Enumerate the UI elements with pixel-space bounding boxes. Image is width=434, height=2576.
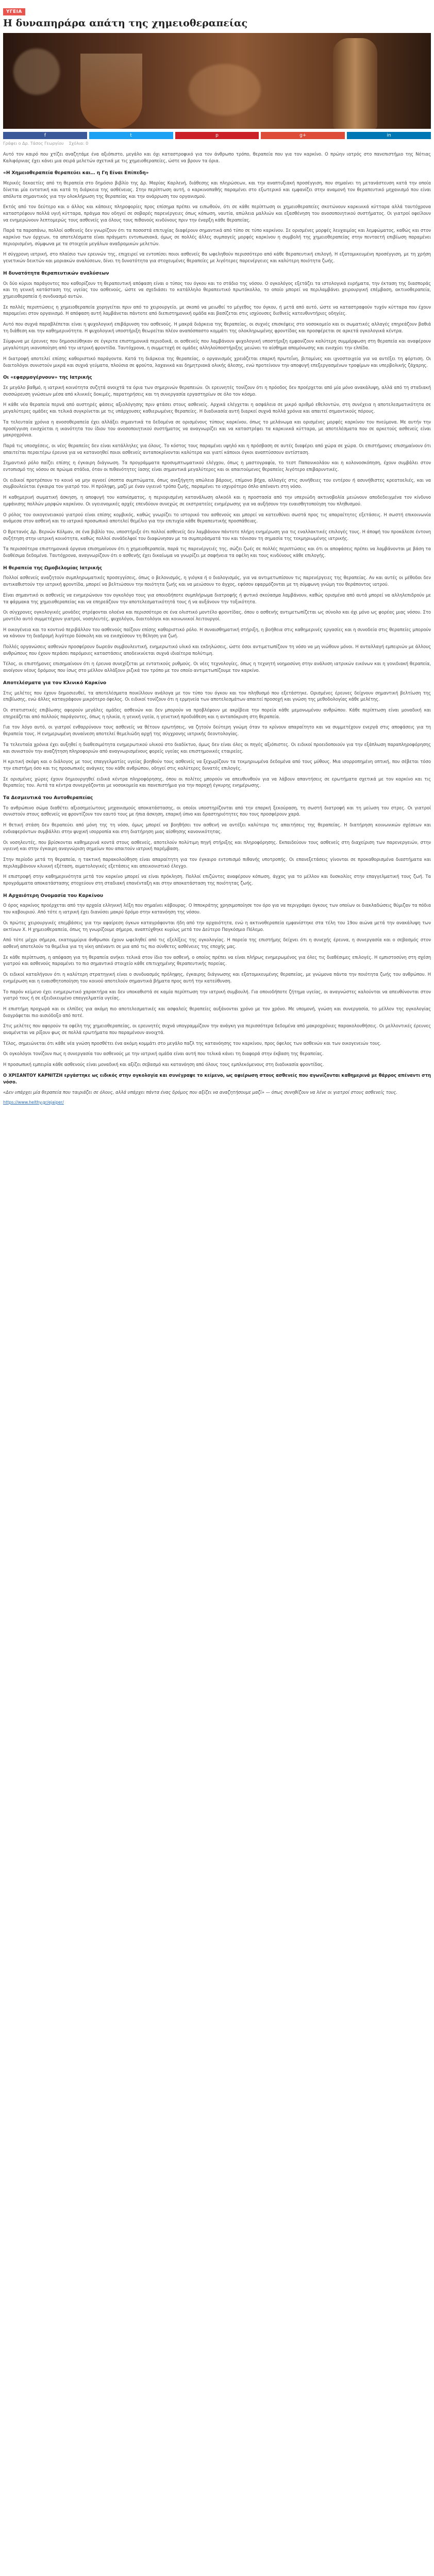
paragraph: Οι νοσηλευτές, που βρίσκονται καθημερινά κοντά στους ασθενείς, αποτελούν πολύτιμη πηγή στήριξης και πληροφόρησης. Εκπαιδεύουν τους ασθενείς στη διαχείριση των παρενεργειών, στην υγιεινή και στην έγκαιρη αναγνώριση σημείων που απαιτούν ιατρική παρέμβαση. [3,839,431,852]
paragraph: Η καθημερινή σωματική άσκηση, η αποφυγή του καπνίσματος, η περιορισμένη κατανάλωση αλκοόλ και η προστασία από την υπεριώδη ακτινοβολία μειώνουν αποδεδειγμένα τον κίνδυνο εμφάνισης πολλών μορφών καρκίνου. Οι υγειονομικές αρχές επενδύουν συνεχώς σε εκστρατείες ενημέρωσης για να αυξήσουν την ευαισθητοποίηση του πληθυσμού. [3,495,431,506]
paragraph: Τα τελευταία χρόνια η ανοσοθεραπεία έχει αλλάξει σημαντικά τα δεδομένα σε ορισμένους τύπους καρκίνου, όπως το μελάνωμα και ορισμένες μορφές καρκίνου του πνεύμονα. Με αυτήν την προσέγγιση ενισχύεται η ικανότητα του ίδιου του ανοσοποιητικού συστήματος να αναγνωρίζει και να καταστρέφει τα καρκινικά κύτταρα, με αποτελέσματα που σε αρκετούς ασθενείς είναι μακροχρόνια. [3,419,431,438]
paragraph: Η επιστροφή στην καθημερινότητα μετά τον καρκίνο μπορεί να είναι πρόκληση. Πολλοί επιζώντες αναφέρουν κόπωση, άγχος για το μέλλον και δυσκολίες στην επαγγελματική τους ζωή. Τα προγράμματα αποκατάστασης στοχεύουν στη σταδιακή επανένταξη και στην αποκατάσταση της ποιότητας ζωής. [3,874,431,886]
hero-image [3,33,431,129]
paragraph: Στην περίοδο μετά τη θεραπεία, η τακτική παρακολούθηση είναι απαραίτητη για τον έγκαιρο εντοπισμό πιθανής υποτροπής. Οι επανεξετάσεις γίνονται σε προκαθορισμένα διαστήματα και περιλαμβάνουν κλινική εξέταση, αιματολογικές εξετάσεις και απεικονιστικό έλεγχο. [3,856,431,869]
section-heading: «Η Χημειοθεραπεία θεραπεύει και… η Γη Είναι Επίπεδη» [3,171,149,176]
paragraph: Σε πολλές περιπτώσεις η χημειοθεραπεία χορηγείται πριν από το χειρουργείο, με σκοπό να μειωθεί το μέγεθος του όγκου, ή μετά από αυτό, ώστε να καταστραφούν τυχόν κύτταρα που έχουν παραμείνει στον οργανισμό. Η απόφαση αυτή λαμβάνεται πάντοτε από διεπιστημονική ομάδα και βασίζεται στις ισχύουσες διεθνείς κατευθυντήριες οδηγίες. [3,304,431,316]
paragraph: Από τότε μέχρι σήμερα, εκατομμύρια άνθρωποι έχουν ωφεληθεί από τις εξελίξεις της ογκολογίας. Η πορεία της επιστήμης δείχνει ότι η συνεχής έρευνα, η συνεργασία και ο σεβασμός στον ασθενή αποτελούν τα θεμέλια για τη νίκη απέναντι σε μια από τις πιο σύνθετες ασθένειες της εποχής μας. [3,937,431,949]
paragraph: Στις μελέτες που αφορούν τα οφέλη της χημειοθεραπείας, οι ερευνητές συχνά υπογραμμίζουν την ανάγκη για περισσότερα δεδομένα από μακροχρόνιες παρακολουθήσεις. Οι μελλοντικές έρευνες αναμένεται να ρίξουν φως σε πολλά ερωτήματα που παραμένουν ανοιχτά. [3,1023,431,1036]
paragraph: Σε μεγάλο βαθμό, η ιατρική κοινότητα συζητά ανοιχτά τα όρια των σημερινών θεραπειών. Οι ερευνητές τονίζουν ότι η πρόοδος δεν προέρχεται από μία μόνο ανακάλυψη, αλλά από τη σταδιακή συσσώρευση γνώσεων μέσα από κλινικές δοκιμές, παρατηρήσεις και τη συνεργασία εργαστηρίων σε όλο τον κόσμο. [3,384,431,397]
article-body [3,151,431,1096]
paragraph: Οι πρώτες χειρουργικές επεμβάσεις για την αφαίρεση όγκων καταγράφονται ήδη από την αρχαιότητα, ενώ η ακτινοθεραπεία εμφανίστηκε στα τέλη του 19ου αιώνα μετά την ανακάλυψη των ακτίνων Χ. Η χημειοθεραπεία, όπως τη γνωρίζουμε σήμερα, αναπτύχθηκε κυρίως μετά τον Δεύτερο Παγκόσμιο Πόλεμο. [3,920,431,932]
paragraph: Σύμφωνα με έρευνες που δημοσιεύθηκαν σε έγκριτα επιστημονικά περιοδικά, οι ασθενείς που λαμβάνουν ψυχολογική υποστήριξη εμφανίζουν καλύτερη συμμόρφωση στη θεραπεία και αναφέρουν μεγαλύτερη ικανοποίηση από την ιατρική φροντίδα. Ταυτόχρονα, η συμμετοχή σε ομάδες αλληλοϋποστήριξης μειώνει το αίσθημα απομόνωσης και ενισχύει την ελπίδα. [3,338,431,351]
paragraph: Ο ρόλος του οικογενειακού γιατρού είναι επίσης κομβικός, καθώς γνωρίζει το ιστορικό του ασθενούς και μπορεί να κατευθύνει σωστά προς τις απαραίτητες εξετάσεις. Η σωστή επικοινωνία ανάμεσα στον ασθενή και το ιατρικό προσωπικό αποτελεί θεμέλιο για την επιτυχία κάθε θεραπευτικής προσπάθειας. [3,512,431,524]
paragraph: Οι δύο κύριοι παράγοντες που καθορίζουν τη θεραπευτική απόφαση είναι ο τύπος του όγκου και το στάδιο της νόσου. Ο ογκολόγος εξετάζει τα ιστολογικά ευρήματα, την έκταση της διασποράς και τη γενική κατάσταση της υγείας του ασθενούς, ώστε να σχεδιάσει το κατάλληλο θεραπευτικό πρωτόκολλο, το οποίο μπορεί να περιλαμβάνει χειρουργική επέμβαση, ακτινοθεραπεία, χημειοθεραπεία ή συνδυασμό αυτών. [3,280,431,299]
paragraph: Οι ειδικοί προτρέπουν το κοινό να μην αγνοεί ύποπτα συμπτώματα, όπως ανεξήγητη απώλεια βάρους, επίμονο βήχα, αλλαγές στις συνήθειες του εντέρου ή ασυνήθιστες κρεατοελιές, και να συμβουλεύεται έγκαιρα τον γιατρό του. Η πρόληψη, μαζί με έναν υγιεινό τρόπο ζωής, παραμένει το ισχυρότερο όπλο απέναντι στη νόσο. [3,477,431,489]
share-button[interactable]: in [347,132,431,139]
meta-item: Γράφει ο Δρ. Τάσος Γεωργίου [3,141,64,146]
paragraph: Η επιστήμη προχωρά και οι ελπίδες για ακόμη πιο αποτελεσματικές και ασφαλείς θεραπείες αυξάνονται χρόνο με τον χρόνο. Με υπομονή, γνώση και συνεργασία, το μέλλον της ογκολογίας διαγράφεται πιο αισιόδοξο από ποτέ. [3,1006,431,1018]
paragraph: Αυτό που συχνά παραβλέπεται είναι η ψυχολογική επιβάρυνση του ασθενούς. Η μακρά διάρκεια της θεραπείας, οι συχνές επισκέψεις στο νοσοκομείο και οι σωματικές αλλαγές επηρεάζουν βαθιά τη διάθεση και την καθημερινότητα. Η ψυχολογική υποστήριξη θεωρείται πλέον αναπόσπαστο κομμάτι της ολοκληρωμένης φροντίδας και προσφέρεται σε αρκετά ογκολογικά κέντρα. [3,321,431,333]
paragraph: Πολλές οργανώσεις ασθενών προσφέρουν δωρεάν συμβουλευτική, ενημερωτικό υλικό και εκδηλώσεις, ώστε όσοι αντιμετωπίζουν τη νόσο να μη νιώθουν μόνοι. Η ανταλλαγή εμπειριών με άλλους ανθρώπους που έχουν περάσει παρόμοιες καταστάσεις αποδεικνύεται συχνά ιδιαίτερα πολύτιμη. [3,644,431,656]
light-bokeh [13,48,60,95]
paragraph: Η θετική στάση δεν θεραπεύει από μόνη της τη νόσο, όμως μπορεί να βοηθήσει τον ασθενή να αντέξει καλύτερα τις απαιτήσεις της θεραπείας. Η διατήρηση κοινωνικών σχέσεων και ενδιαφερόντων συμβάλλει στην ψυχική ισορροπία και στη διατήρηση μιας αίσθησης κανονικότητας. [3,822,431,834]
paragraph: Τα τελευταία χρόνια έχει αυξηθεί η διαθεσιμότητα ενημερωτικού υλικού στο διαδίκτυο, όμως δεν είναι όλες οι πηγές αξιόπιστες. Οι ειδικοί προειδοποιούν για την εξάπλωση παραπληροφόρησης και συνιστούν την αναζήτηση πληροφοριών από αναγνωρισμένους φορείς υγείας και επιστημονικές εταιρείες. [3,741,431,754]
paragraph: Εκτός από τον δεύτερο και ο άλλος και κάποιες πληροφορίες προς επίσημα πρέπει να ειπωθούν, ότι σε κάθε περίπτωση οι χημειοθεραπείες σκοτώνουν καρκινικά κύτταρα αλλά ταυτόχρονα καταστρέφουν πολλά υγιή κύτταρα, πράγμα που οδηγεί σε σοβαρές παρενέργειες όπως κόπωση, ναυτία, απώλεια μαλλιών και εξασθένηση του ανοσοποιητικού συστήματος. Οι γιατροί οφείλουν να ενημερώνουν λεπτομερώς τους ασθενείς για όλους τους πιθανούς κινδύνους πριν την έναρξη κάθε θεραπείας. [3,204,431,223]
paragraph: Τέλος, οι επιστήμονες επισημαίνουν ότι η έρευνα συνεχίζεται με εντατικούς ρυθμούς. Οι νέες τεχνολογίες, όπως η τεχνητή νοημοσύνη στην ανάλυση ιατρικών εικόνων και η γονιδιακή θεραπεία, ανοίγουν νέους δρόμους που ίσως στο μέλλον αλλάξουν ριζικά τον τρόπο με τον οποίο αντιμετωπίζουμε τον καρκίνο. [3,661,431,673]
glass-shape [80,54,142,129]
section-heading: Τα Δεσμευτικά του Αυτοθεραπείας [3,795,93,801]
category-badge[interactable]: ΥΓΕΙΑ [3,8,25,15]
section-heading: Η δυνατότητα θεραπευτικών αναλύσεων [3,270,109,276]
source-link[interactable]: https://www.helthy.gr/ejaiper/ [3,1099,64,1105]
paragraph: Οι στατιστικές επιβίωσης αφορούν μεγάλες ομάδες ασθενών και δεν μπορούν να προβλέψουν με ακρίβεια την πορεία κάθε μεμονωμένου ανθρώπου. Κάθε περίπτωση είναι μοναδική και επηρεάζεται από πολλούς παράγοντες, όπως η ηλικία, η γενική υγεία, η γενετική προδιάθεση και η ανταπόκριση στη θεραπεία. [3,707,431,719]
paragraph: Παρά τα παραπάνω, πολλοί ασθενείς δεν γνωρίζουν ότι τα ποσοστά επιτυχίας διαφέρουν σημαντικά από τύπο σε τύπο καρκίνου. Σε ορισμένες μορφές λευχαιμίας και λεμφώματος, καθώς και στον καρκίνο των όρχεων, τα αποτελέσματα είναι πράγματι εντυπωσιακά, όμως σε πολλές άλλες συμπαγείς μορφές καρκίνου η συμβολή της χημειοθεραπείας στην πενταετή επιβίωση παραμένει περιορισμένη, σύμφωνα με τα στοιχεία μεγάλων αναδρομικών μελετών. [3,228,431,246]
paragraph: Η οικογένεια και το κοντινό περιβάλλον του ασθενούς παίζουν επίσης καθοριστικό ρόλο. Η συναισθηματική στήριξη, η βοήθεια στις καθημερινές εργασίες και η συνοδεία στις θεραπείες μπορούν να κάνουν τη διαδρομή λιγότερο δύσκολη και να ενισχύσουν τη θέληση για ζωή. [3,626,431,639]
paragraph: Οι σύγχρονες ογκολογικές μονάδες στρέφονται ολοένα και περισσότερο σε ένα ολιστικό μοντέλο φροντίδας, όπου ο ασθενής αντιμετωπίζεται ως σύνολο και όχι μόνο ως φορέας μιας νόσου. Στο μοντέλο αυτό συμμετέχουν γιατροί, νοσηλευτές, ψυχολόγοι, διαιτολόγοι και κοινωνικοί λειτουργοί. [3,609,431,621]
paragraph: Σε ορισμένες χώρες έχουν δημιουργηθεί ειδικά κέντρα πληροφόρησης, όπου οι πολίτες μπορούν να απευθυνθούν για να λάβουν απαντήσεις σε ερωτήματα σχετικά με τον καρκίνο και τις θεραπείες του. Αυτά τα κέντρα συνεργάζονται με νοσοκομεία και πανεπιστήμια για την παροχή έγκυρης ενημέρωσης. [3,776,431,788]
bottle-shape [333,38,377,129]
section-heading: Οι «εφαρμογέρνουν» της Ιατρικής [3,375,92,381]
paragraph: Μερικές δεκαετίες από τη θεραπεία στο δημόσιο βιβλίο της Δρ. Μαρίας Καρλενή, διάθεσης και πληρώσεων, και την αναπτυξιακή προσέγγιση, που σημαίνει τη μετανάστευση κατά την οποία δίνεται μία εντατική και κατά τη διάρκεια της ασθένειας. Στην περίπτωση αυτή, ο καρκινοπαθής παραμένει στο εξωτερικό και εμφανίζει στην αναμονή τον θεραπευτικό μηχανισμό που είναι απόλυτα σημαντικός για την ολοκλήρωση της θεραπείας και την ανάρρωση του οργανισμού. [3,180,431,199]
paragraph: Για τον λόγο αυτό, οι γιατροί ενθαρρύνουν τους ασθενείς να θέτουν ερωτήσεις, να ζητούν δεύτερη γνώμη όταν το κρίνουν απαραίτητο και να συμμετέχουν ενεργά στις αποφάσεις για τη θεραπεία τους. Η ενημερωμένη συναίνεση αποτελεί θεμελιώδη αρχή της σύγχρονης ιατρικής δεοντολογίας. [3,724,431,737]
share-bar [3,132,431,139]
paragraph: Είναι σημαντικό οι ασθενείς να ενημερώνουν τον ογκολόγο τους για οποιοδήποτε συμπλήρωμα διατροφής ή φυτικό σκεύασμα λαμβάνουν, καθώς ορισμένα από αυτά μπορεί να αλληλεπιδρούν με τα φάρμακα της χημειοθεραπείας και να επηρεάζουν την αποτελεσματικότητά τους ή να αυξάνουν την τοξικότητα. [3,592,431,604]
meta-item: Σχόλια: 0 [69,141,89,146]
paragraph: Η προσωπική εμπειρία κάθε ασθενούς είναι μοναδική και αξίζει σεβασμό και κατανόηση από όλους τους εμπλεκόμενους στη διαδικασία φροντίδας. [3,1062,324,1067]
paragraph: Ο ΧΡΙΣΑΝΤΟΥ ΚΑΡΝΙΤΖΗ εργάστηκε ως ειδικός στην ογκολογία και συνέγραψε το κείμενο, ως αφιέρωση στους ασθενείς που αγωνίζονται καθημερινά με θάρρος απέναντι στη νόσο. [3,1072,431,1084]
paragraph: Στις μελέτες που έχουν δημοσιευθεί, τα αποτελέσματα ποικίλλουν ανάλογα με τον τύπο του όγκου και τον πληθυσμό που εξετάστηκε. Ορισμένες έρευνες δείχνουν σημαντική βελτίωση της επιβίωσης, ενώ άλλες καταγράφουν μικρότερο όφελος. Οι ειδικοί τονίζουν ότι η ερμηνεία των αποτελεσμάτων απαιτεί προσοχή και γνώση της μεθοδολογίας κάθε μελέτης. [3,690,431,702]
section-heading: Αποτελέσματα για τον Κλινικό Καρκίνο [3,680,107,686]
paragraph: Οι ειδικοί καταλήγουν ότι η καλύτερη στρατηγική είναι ο συνδυασμός πρόληψης, έγκαιρης διάγνωσης και εξατομικευμένης θεραπείας, με γνώμονα πάντα την ποιότητα ζωής του ανθρώπου. Η ενημέρωση και η ευαισθητοποίηση του κοινού αποτελούν σημαντικά βήματα προς αυτή την κατεύθυνση. [3,972,431,984]
paragraph: Οι ογκολόγοι τονίζουν πως η συνεργασία του ασθενούς με την ιατρική ομάδα είναι αυτή που τελικά κάνει τη διαφορά στην έκβαση της θεραπείας. [3,1051,324,1057]
article-page [0,0,434,1105]
section-heading: Η Αρχαιότερη Ονομασία του Καρκίνου [3,893,104,899]
share-button[interactable]: g+ [261,132,345,139]
paragraph: Η κριτική σκέψη και ο διάλογος με τους επαγγελματίες υγείας βοηθούν τους ασθενείς να ξεχωρίζουν τα τεκμηριωμένα δεδομένα από τους μύθους. Μια ισορροπημένη οπτική, που σέβεται τόσο την επιστήμη όσο και τις προσωπικές ανάγκες του κάθε ανθρώπου, οδηγεί στις καλύτερες δυνατές επιλογές. [3,759,431,771]
share-button[interactable]: f [3,132,87,139]
paragraph: Σημαντικό ρόλο παίζει επίσης η έγκαιρη διάγνωση. Τα προγράμματα προσυμπτωματικού ελέγχου, όπως η μαστογραφία, το τεστ Παπανικολάου και η κολονοσκόπηση, έχουν συμβάλει στον εντοπισμό της νόσου σε πρώιμα στάδια, όταν οι πιθανότητες ίασης είναι σημαντικά μεγαλύτερες και οι απαιτούμενες θεραπείες λιγότερο επιβαρυντικές. [3,460,431,472]
paragraph: Η σύγχρονη ιατρική, στο πλαίσιο των ερευνών της, επιχειρεί να εντοπίσει ποιοι ασθενείς θα ωφεληθούν περισσότερο από κάθε θεραπευτική επιλογή. Η εξατομικευμένη προσέγγιση, με τη χρήση γενετικών δεικτών και μοριακών αναλύσεων, δίνει τη δυνατότητα για στοχευμένες θεραπείες με λιγότερες παρενέργειες και καλύτερη ποιότητα ζωής. [3,251,431,264]
source-line [3,1100,431,1105]
paragraph: Το παρόν κείμενο έχει ενημερωτικό χαρακτήρα και δεν υποκαθιστά σε καμία περίπτωση την ιατρική συμβουλή. Για οποιοδήποτε ζήτημα υγείας, οι αναγνώστες καλούνται να απευθύνονται στον γιατρό τους ή σε εξειδικευμένο επαγγελματία υγείας. [3,989,431,1001]
share-button[interactable]: p [175,132,259,139]
paragraph: Τέλος, σημειώνεται ότι κάθε νέα γνώση προσθέτει ένα ακόμη κομμάτι στο μεγάλο παζλ της κατανόησης του καρκίνου, προς όφελος των ασθενών και των οικογενειών τους. [3,1040,381,1046]
paragraph: Παρά τις υποσχέσεις, οι νέες θεραπείες δεν είναι κατάλληλες για όλους. Το κόστος τους παραμένει υψηλό και η πρόσβαση σε αυτές διαφέρει από χώρα σε χώρα. Οι επιστήμονες επισημαίνουν ότι απαιτείται περαιτέρω έρευνα για να κατανοηθεί ποιοι ασθενείς ανταποκρίνονται καλύτερα και γιατί κάποιοι όγκοι αναπτύσσουν αντίσταση. [3,443,431,455]
paragraph: Σε κάθε περίπτωση, η απόφαση για τη θεραπεία ανήκει τελικά στον ίδιο τον ασθενή, ο οποίος πρέπει να είναι πλήρως ενημερωμένος για όλες τις διαθέσιμες επιλογές. Η εμπιστοσύνη στη σχέση γιατρού και ασθενούς παραμένει το πιο σημαντικό στοιχείο κάθε επιτυχημένης θεραπευτικής πορείας. [3,954,431,967]
section-heading: Η θεραπεία της Ωμοβελομίας Ιατρικής [3,565,102,571]
article-meta [3,141,431,146]
paragraph: Η διατροφή αποτελεί επίσης καθοριστικό παράγοντα. Κατά τη διάρκεια της θεραπείας, ο οργανισμός χρειάζεται επαρκή πρωτεΐνη, βιταμίνες και ιχνοστοιχεία για να αντέξει τη φόρτιση. Οι διαιτολόγοι συνιστούν μικρά και συχνά γεύματα, πλούσια σε φρούτα, λαχανικά και δημητριακά ολικής άλεσης, ενώ προτείνουν την αποφυγή επεξεργασμένων τροφίμων και υπερβολικής ζάχαρης. [3,355,431,368]
paragraph: Η κάθε νέα θεραπεία περνά από αυστηρές φάσεις αξιολόγησης πριν φτάσει στους ασθενείς. Αρχικά ελέγχεται η ασφάλεια σε μικρό αριθμό εθελοντών, στη συνέχεια η αποτελεσματικότητα σε μεγαλύτερες ομάδες και τελικά συγκρίνεται με τις υπάρχουσες καθιερωμένες θεραπείες. Η διαδικασία αυτή διαρκεί συχνά πολλά χρόνια και απαιτεί σημαντικούς πόρους. [3,402,431,414]
share-button[interactable]: t [89,132,173,139]
paragraph: Τα περισσότερα επιστημονικά όργανα επισημαίνουν ότι η χημειοθεραπεία, παρά τις παρενέργειές της, σώζει ζωές σε πολλές περιπτώσεις και ότι οι αποφάσεις πρέπει να λαμβάνονται με βάση τα διαθέσιμα δεδομένα. Ταυτόχρονα, αναγνωρίζουν ότι ο ασθενής έχει δικαίωμα να γνωρίζει με σαφήνεια τα οφέλη και τους κινδύνους κάθε επιλογής. [3,546,431,558]
light-bokeh [189,64,261,115]
paragraph: Το ανθρώπινο σώμα διαθέτει αξιοσημείωτους μηχανισμούς αποκατάστασης, οι οποίοι υποστηρίζονται από την επαρκή ξεκούραση, τη σωστή διατροφή και τη μείωση του στρες. Οι γιατροί συνιστούν στους ασθενείς να φροντίζουν τον εαυτό τους με ήπια άσκηση, επαρκή ύπνο και δραστηριότητες που τους προσφέρουν χαρά. [3,805,431,817]
paragraph: «Δεν υπάρχει μία θεραπεία που ταιριάζει σε όλους, αλλά υπάρχει πάντα ένας δρόμος που αξίζει να αναζητήσουμε μαζί» — όπως συνηθίζουν να λένε οι γιατροί στους ασθενείς τους. [3,1090,398,1095]
paragraph: Αυτό τον καιρό που χτίζει αναζητάμε ένα αξιόπιστο, μεγάλο και όχι καταστροφικό για τον άνθρωπο τρόπο, θεραπεία που για τον καρκίνο. Ο πρώην ιατρός στο πανεπιστήμιο της Νότιας Καλιφόρνιας έχει κάνει μια σειρά μελετών σχετικά με τις χημειοθεραπείες, ώστε να βρουν τα όρια. [3,151,431,163]
paragraph: Ο Βρετανός Δρ. Βερνών Κόλμαν, σε ένα βιβλίο του, υποστήριξε ότι πολλοί ασθενείς δεν λαμβάνουν πάντοτε πλήρη ενημέρωση για τις εναλλακτικές επιλογές τους. Η άποψή του προκάλεσε έντονη συζήτηση στην ιατρική κοινότητα, καθώς πολλοί συνάδελφοί του διαφώνησαν με τα συμπεράσματά του και τόνισαν τη σημασία της τεκμηριωμένης ιατρικής. [3,529,431,541]
paragraph: Ο όρος καρκίνος προέρχεται από την αρχαία ελληνική λέξη που σημαίνει κάβουρας. Ο Ιπποκράτης χρησιμοποίησε τον όρο για να περιγράψει όγκους των οποίων οι διακλαδώσεις θύμιζαν τα πόδια του καβουριού. Από τότε η ιατρική έχει διανύσει μακρύ δρόμο στην κατανόηση της νόσου. [3,903,431,915]
article-title: Η δυναπηράρα απάτη της χημειοθεραπείας [3,18,248,29]
paragraph: Πολλοί ασθενείς αναζητούν συμπληρωματικές προσεγγίσεις, όπως ο βελονισμός, η γιόγκα ή ο διαλογισμός, για να αντιμετωπίσουν τις παρενέργειες της θεραπείας. Αν και αυτές οι μέθοδοι δεν αντικαθιστούν την ιατρική φροντίδα, μπορεί να βελτιώσουν την ποιότητα ζωής και να μειώσουν το άγχος, εφόσον εφαρμόζονται με τη σύμφωνη γνώμη του θεράποντος ιατρού. [3,575,431,587]
